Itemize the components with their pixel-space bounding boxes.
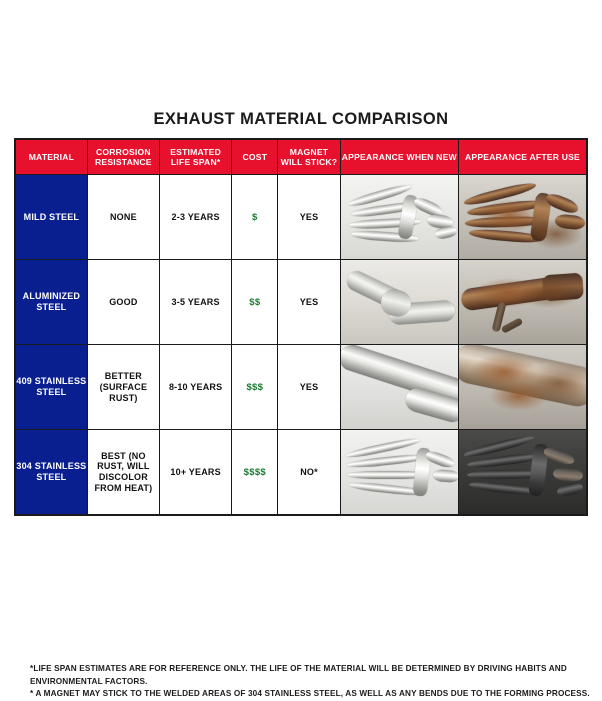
cell-corrosion-resistance: BETTER (SURFACE RUST)	[87, 345, 159, 430]
cell-appearance-after-use	[459, 175, 587, 260]
cell-life-span: 3-5 YEARS	[160, 260, 232, 345]
column-header-cost: COST	[232, 139, 278, 175]
cell-material: 409 STAINLESS STEEL	[15, 345, 87, 430]
comparison-table	[14, 138, 588, 516]
page-title: EXHAUST MATERIAL COMPARISON	[153, 110, 449, 128]
column-header-magnet: MAGNET WILL STICK?	[278, 139, 340, 175]
cell-material: MILD STEEL	[15, 175, 87, 260]
cell-cost: $$$$	[232, 430, 278, 516]
footnotes	[30, 663, 602, 701]
column-header-appearance-after-use: APPEARANCE AFTER USE	[459, 139, 587, 175]
surface-rusted-pipe-photo	[459, 345, 586, 429]
table-header-row	[15, 139, 587, 175]
dull-silver-bent-pipe-photo	[341, 260, 458, 344]
table-row	[15, 175, 587, 260]
table-row	[15, 345, 587, 430]
table-row	[15, 430, 587, 516]
cell-material: 304 STAINLESS STEEL	[15, 430, 87, 516]
footnote-magnet: * A MAGNET MAY STICK TO THE WELDED AREAS OF 304 STAINLESS STEEL, AS WELL AS ANY BENDS DUE TO THE FORMING PROCESS.	[30, 689, 590, 699]
cell-material: ALUMINIZED STEEL	[15, 260, 87, 345]
cell-cost: $$$	[232, 345, 278, 430]
cell-cost: $$	[232, 260, 278, 345]
cell-life-span: 2-3 YEARS	[160, 175, 232, 260]
footnote-life-span: *LIFE SPAN ESTIMATES ARE FOR REFERENCE ONLY. THE LIFE OF THE MATERIAL WILL BE DETERMINED BY DRIVING HABITS AND ENVIRONMENTAL FACTORS.	[30, 664, 567, 686]
polished-straight-pipe-photo	[341, 345, 458, 429]
cell-cost: $	[232, 175, 278, 260]
bright-stainless-header-photo	[341, 430, 458, 514]
comparison-sheet	[14, 110, 590, 699]
table-row	[15, 260, 587, 345]
cell-appearance-new	[340, 430, 458, 516]
rusted-brown-header-photo	[459, 175, 586, 259]
cell-appearance-new	[340, 345, 458, 430]
cell-corrosion-resistance: BEST (NO RUST, WILL DISCOLOR FROM HEAT)	[87, 430, 159, 516]
shiny-bare-steel-header-photo	[341, 175, 458, 259]
column-header-material: MATERIAL	[15, 139, 87, 175]
cell-life-span: 8-10 YEARS	[160, 345, 232, 430]
cell-life-span: 10+ YEARS	[160, 430, 232, 516]
cell-appearance-new	[340, 260, 458, 345]
cell-corrosion-resistance: NONE	[87, 175, 159, 260]
cell-appearance-after-use	[459, 260, 587, 345]
cell-appearance-after-use	[459, 345, 587, 430]
cell-magnet: NO*	[278, 430, 340, 516]
column-header-appearance-new: APPEARANCE WHEN NEW	[340, 139, 458, 175]
rusted-pipe-with-hanger-photo	[459, 260, 586, 344]
cell-magnet: YES	[278, 260, 340, 345]
cell-appearance-after-use	[459, 430, 587, 516]
column-header-corrosion-resistance: CORROSION RESISTANCE	[87, 139, 159, 175]
cell-corrosion-resistance: GOOD	[87, 260, 159, 345]
cell-magnet: YES	[278, 345, 340, 430]
cell-magnet: YES	[278, 175, 340, 260]
cell-appearance-new	[340, 175, 458, 260]
column-header-life-span: ESTIMATED LIFE SPAN*	[160, 139, 232, 175]
heat-discolored-header-photo	[459, 430, 586, 514]
